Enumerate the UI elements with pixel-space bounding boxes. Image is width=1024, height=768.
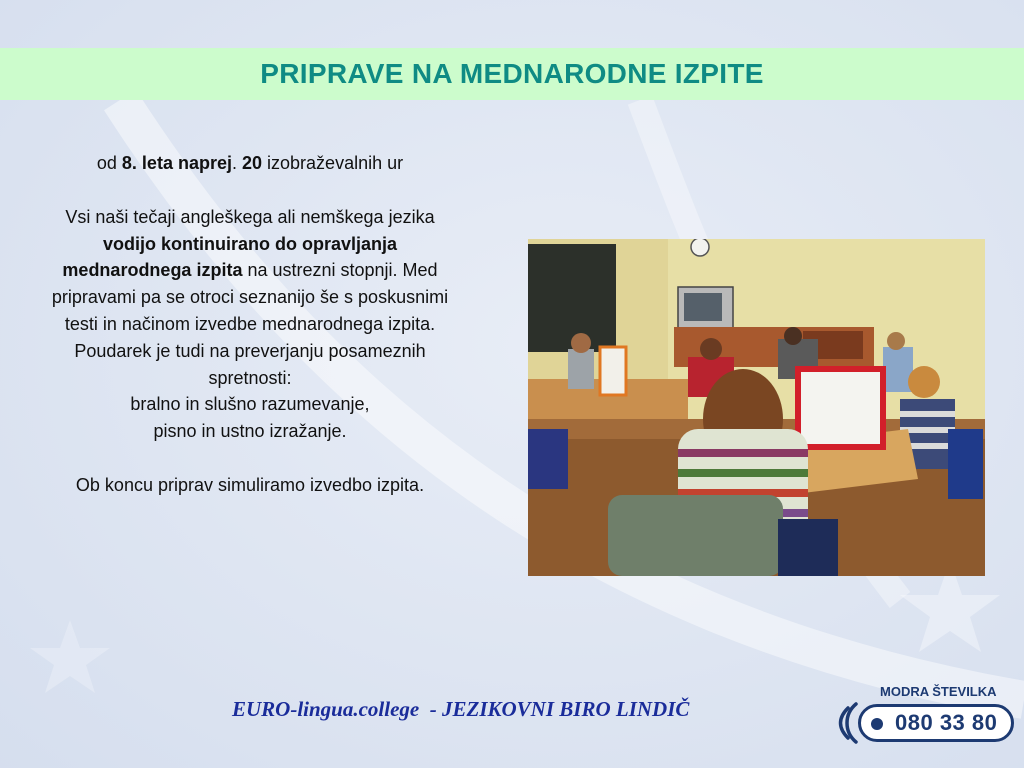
description-paragraph	[40, 204, 460, 392]
intro-sep: .	[231, 153, 242, 173]
skill-writing: pisno in ustno izražanje.	[153, 421, 347, 442]
badge-title: MODRA ŠTEVILKA	[880, 684, 997, 699]
intro-hours: 20	[242, 153, 263, 173]
intro-prefix: od	[96, 153, 122, 173]
classroom-photo	[528, 239, 985, 576]
intro-age: 8. leta naprej	[121, 153, 232, 173]
description-bold: vodijo kontinuirano do opravljanja mednarodnega izpita	[62, 233, 398, 281]
phone-number: 080 33 80	[895, 710, 998, 735]
description-part1: Vsi naši tečaji angleškega ali nemškega jezika	[65, 206, 435, 227]
intro-suffix: izobraževalnih ur	[262, 153, 404, 173]
badge-pill	[858, 704, 1014, 742]
title-band	[0, 48, 1024, 100]
skill-listening: bralno in slušno razumevanje,	[130, 394, 370, 415]
intro-line	[40, 150, 460, 177]
description-part2: na ustrezni stopnji. Med pripravami pa se otroci seznanijo še s poskusnimi testi in načinom izvedbe mednarodnega izpita. Poudarek je tudi na preverjanju posameznih spretnosti:	[51, 260, 449, 388]
footer-company: EURO-lingua.college - JEZIKOVNI BIRO LINDIČ	[232, 697, 690, 721]
closing-paragraph: Ob koncu priprav simuliramo izvedbo izpita.	[75, 474, 425, 495]
slide-title: PRIPRAVE NA MEDNARODNE IZPITE	[260, 58, 764, 89]
phone-badge[interactable]	[836, 684, 1018, 750]
body-text	[40, 150, 460, 499]
badge-dot	[871, 718, 883, 730]
